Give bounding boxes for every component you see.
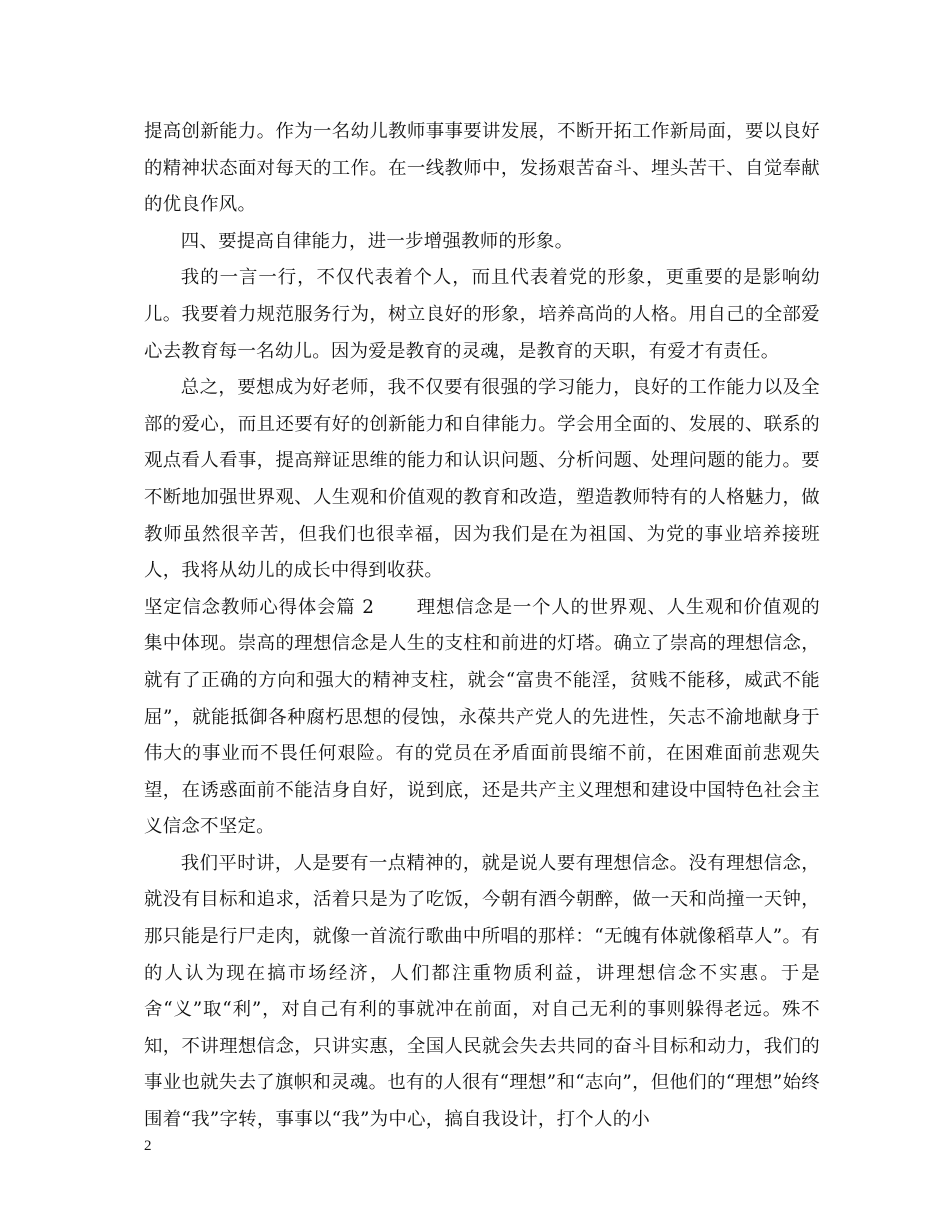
paragraph-words-and-deeds: 我的一言一行，不仅代表着个人，而且代表着党的形象，更重要的是影响幼儿。我要着力规范服务行为，树立良好的形象，培养高尚的人格。用自己的全部爱心去教育每一名幼儿。因为爱是教育的灵魂，是教育的天职，有爱才有责任。 — [144, 267, 820, 362]
section-heading: 坚定信念教师心得体会篇 2 — [144, 596, 375, 618]
paragraph-self-discipline-heading: 四、要提高自律能力，进一步增强教师的形象。 — [180, 230, 574, 252]
paragraph-creativity: 提高创新能力。作为一名幼儿教师事事要讲发展，不断开拓工作新局面，要以良好的精神状态面对每天的工作。在一线教师中，发扬艰苦奋斗、埋头苦干、自觉奉献的优良作风。 — [144, 121, 820, 216]
paragraph-conclusion: 总之，要想成为好老师，我不仅要有很强的学习能力，良好的工作能力以及全部的爱心，而且还要有好的创新能力和自律能力。学会用全面的、发展的、联系的观点看人看事，提高辩证思维的能力和认识问题、分析问题、处理问题的能力。要不断地加强世界观、人生观和价值观的教育和改造，塑造教师特有的人格魅力，做教师虽然很辛苦，但我们也很幸福，因为我们是在为祖国、为党的事业培养接班人，我将从幼儿的成长中得到收获。 — [144, 377, 820, 582]
paragraph-section-2 — [144, 590, 820, 846]
paragraph-spirit: 我们平时讲，人是要有一点精神的，就是说人要有理想信念。没有理想信念，就没有目标和追求，活着只是为了吃饭，今朝有酒今朝醉，做一天和尚撞一天钟，那只能是行尸走肉，就像一首流行歌曲中所唱的那样：“无魄有体就像稻草人”。有的人认为现在搞市场经济，人们都注重物质利益，讲理想信念不实惠。于是舍“义”取“利”，对自己有利的事就冲在前面，对自己无利的事则躲得老远。殊不知，不讲理想信念，只讲实惠，全国人民就会失去共同的奋斗目标和动力，我们的事业也就失去了旗帜和灵魂。也有的人很有“理想”和“志向”，但他们的“理想”始终围着“我”字转，事事以“我”为中心，搞自我设计，打个人的小 — [144, 852, 820, 1131]
document-body — [144, 114, 820, 1139]
page-number: 2 — [144, 1138, 152, 1154]
section-first-paragraph: 理想信念是一个人的世界观、人生观和价值观的集中体现。崇高的理想信念是人生的支柱和前进的灯塔。确立了崇高的理想信念，就有了正确的方向和强大的精神支柱，就会“富贵不能淫，贫贱不能移，威武不能屈”，就能抵御各种腐朽思想的侵蚀，永葆共产党人的先进性，矢志不渝地献身于伟大的事业而不畏任何艰险。有的党员在矛盾面前畏缩不前，在困难面前悲观失望，在诱惑面前不能洁身自好，说到底，还是共产主义理想和建设中国特色社会主义信念不坚定。 — [144, 596, 820, 838]
